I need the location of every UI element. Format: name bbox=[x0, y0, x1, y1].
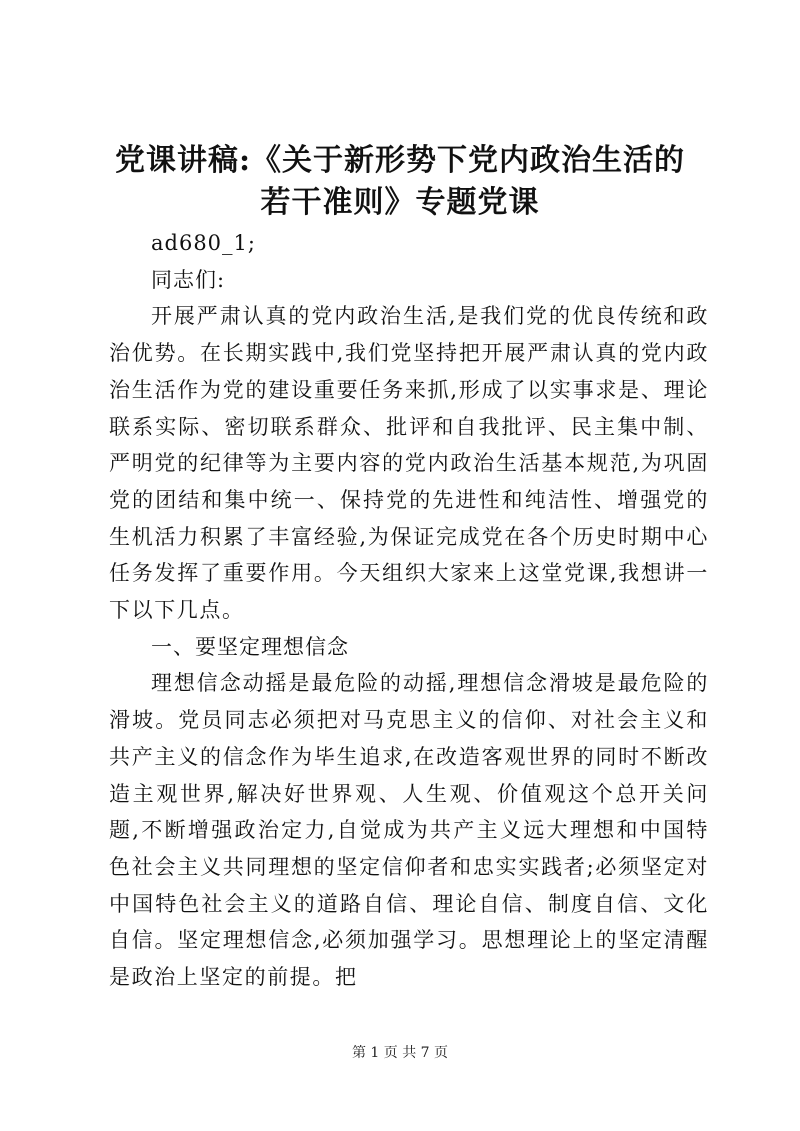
document-title: 党课讲稿:《关于新形势下党内政治生活的若干准则》专题党课 bbox=[114, 143, 686, 220]
paragraph-intro: 开展严肃认真的党内政治生活,是我们党的优良传统和政治优势。在长期实践中,我们党坚持把开展严肃认真的党内政治生活作为党的建设重要任务来抓,形成了以实事求是、理论联系实际、密切联系群众、批评和自我批评、民主集中制、严明党的纪律等为主要内容的党内政治生活基本规范,为巩固党的团结和集中统一、保持党的先进性和纯洁性、增强党的生机活力积累了丰富经验,为保证完成党在各个历史时期中心任务发挥了重要作用。今天组织大家来上这堂党课,我想讲一下以下几点。 bbox=[109, 304, 709, 623]
page-footer: 第 1 页 共 7 页 bbox=[351, 1045, 449, 1061]
paragraph-salutation: 同志们: bbox=[151, 267, 226, 292]
paragraph-code: ad680_1; bbox=[151, 231, 256, 255]
section-heading: 一、要坚定理想信念 bbox=[151, 634, 349, 659]
document-body bbox=[109, 225, 709, 996]
paragraph-ideals: 理想信念动摇是最危险的动摇,理想信念滑坡是最危险的滑坡。党员同志必须把对马克思主义的信仰、对社会主义和共产主义的信念作为毕生追求,在改造客观世界的同时不断改造主观世界,解决好世界观、人生观、价值观这个总开关问题,不断增强政治定力,自觉成为共产主义远大理想和中国特色社会主义共同理想的坚定信仰者和忠实实践者;必须坚定对中国特色社会主义的道路自信、理论自信、制度自信、文化自信。坚定理想信念,必须加强学习。思想理论上的坚定清醒是政治上坚定的前提。把 bbox=[109, 671, 709, 990]
